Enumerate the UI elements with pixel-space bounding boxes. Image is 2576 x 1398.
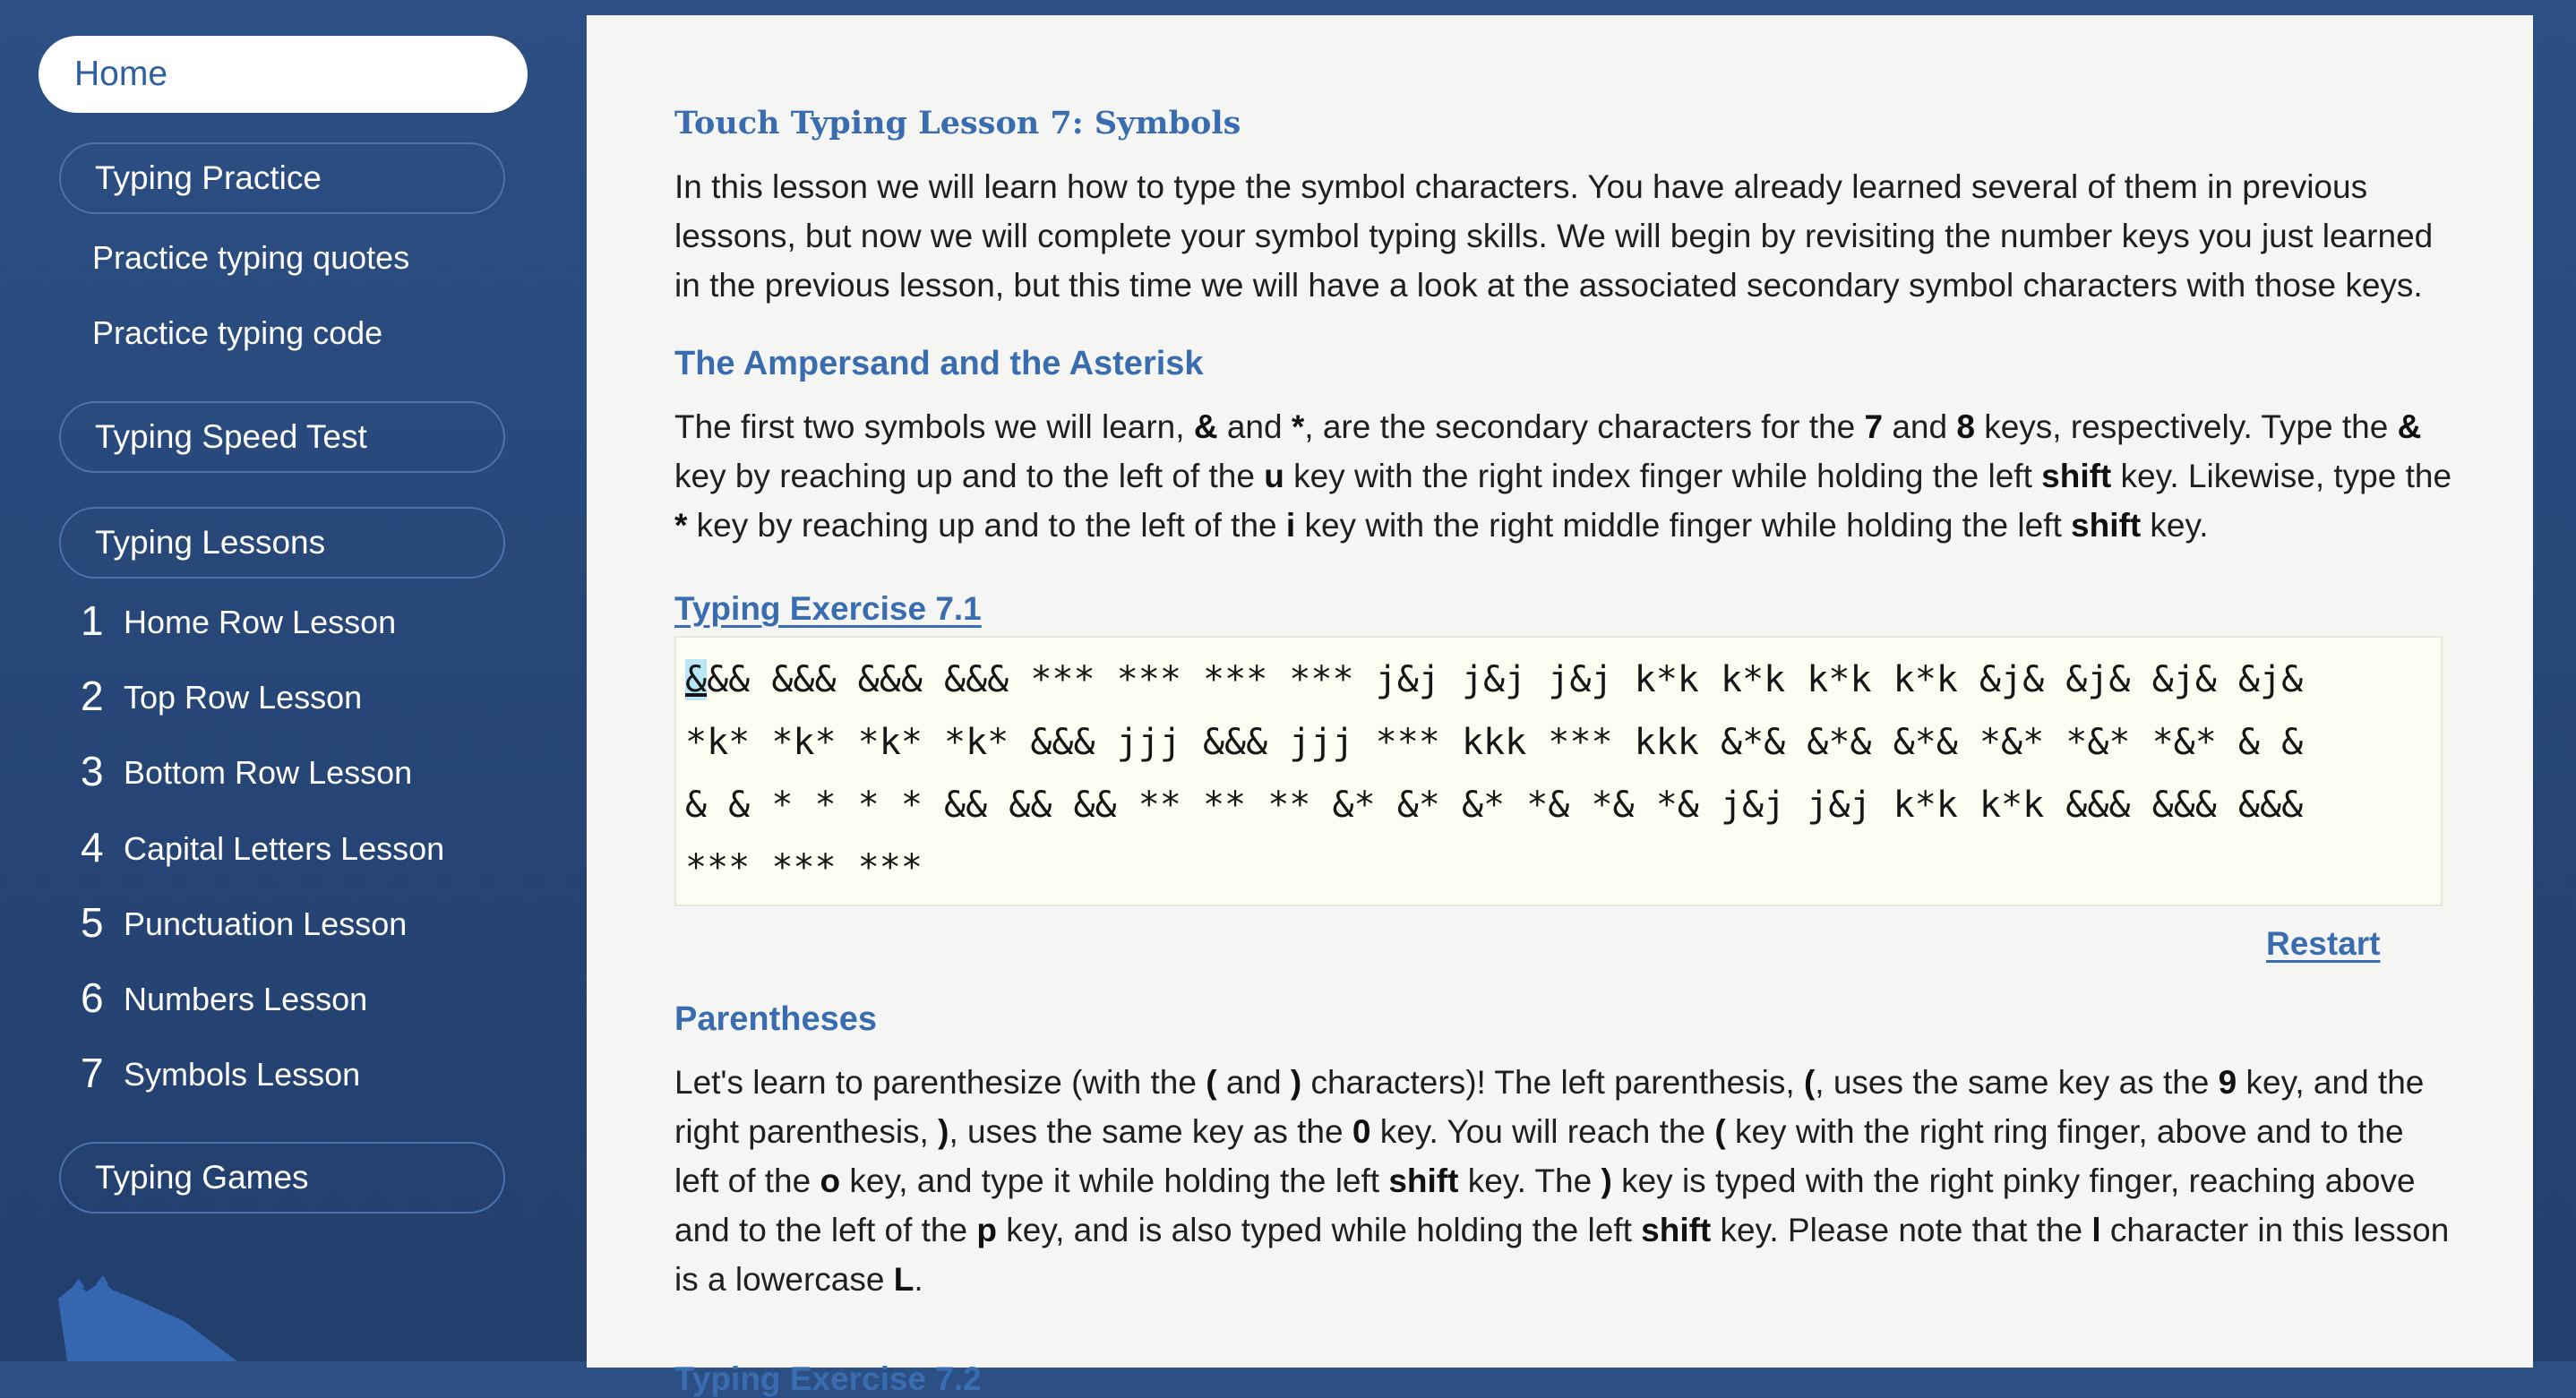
lesson-label: Home Row Lesson [124, 604, 397, 640]
practice-code-link[interactable]: Practice typing code [92, 314, 383, 351]
lesson-link-6[interactable] [81, 975, 367, 1022]
typing-cursor: & [685, 659, 708, 700]
page-title: Touch Typing Lesson 7: Symbols [674, 105, 1241, 142]
lesson-link-4[interactable] [81, 825, 444, 871]
lesson-link-7[interactable] [81, 1051, 360, 1097]
lesson-label: Symbols Lesson [124, 1056, 361, 1093]
exercise-link-7-2[interactable]: Typing Exercise 7.2 [674, 1360, 982, 1397]
exercise-link-7-1[interactable]: Typing Exercise 7.1 [674, 590, 982, 627]
lesson-label: Numbers Lesson [124, 981, 368, 1017]
lesson-number: 7 [81, 1050, 104, 1096]
typing-games-button[interactable]: Typing Games [59, 1142, 505, 1214]
sidebar [0, 0, 573, 1361]
section-heading-parentheses: Parentheses [674, 1000, 878, 1038]
lesson-number: 3 [81, 748, 104, 794]
exercise-line: *k* *k* *k* *k* &&& jjj &&& jjj *** kkk *** kkk &*& &*& &*& *&* *&* *&* & & [685, 722, 2304, 763]
exercise-line: && &&& &&& &&& *** *** *** *** j&j j&j j&j k*k k*k k*k k*k &j& &j& &j& &j& [707, 659, 2304, 700]
ampersand-paragraph: The first two symbols we will learn, & and *, are the secondary characters for the 7 and 8 keys, respectively. Type the & key by reaching up and to the left of the u key with the right index finger while holding the left shift key. Likewise, type the * key by reaching up and to the left of the i key with the right middle finger while holding the left shift key. [674, 408, 2452, 544]
mascot-icon [49, 1272, 264, 1361]
section-heading-ampersand: The Ampersand and the Asterisk [674, 345, 1204, 382]
speed-test-button[interactable]: Typing Speed Test [59, 401, 505, 473]
lesson-link-3[interactable] [81, 749, 412, 795]
lesson-number: 6 [81, 974, 104, 1021]
lesson-number: 1 [81, 597, 104, 644]
home-button[interactable]: Home [39, 36, 528, 113]
lesson-link-5[interactable] [81, 900, 407, 947]
exercise-line: & & * * * * && && && ** ** ** &* &* &* *& *& *& j&j j&j k*k k*k &&& &&& &&& [685, 785, 2304, 826]
lesson-link-2[interactable] [81, 673, 362, 720]
lesson-label: Bottom Row Lesson [124, 754, 413, 791]
typing-practice-button[interactable]: Typing Practice [59, 142, 505, 214]
intro-paragraph: In this lesson we will learn how to type the symbol characters. You have already learned several of them in previous lessons, but now we will complete your symbol typing skills. We will begin by revisiting the number keys you just learned in the previous lesson, but this time we will have a look at the associated secondary symbol characters with those keys. [674, 168, 2434, 304]
lesson-label: Capital Letters Lesson [124, 830, 445, 867]
practice-quotes-link[interactable]: Practice typing quotes [92, 239, 410, 276]
typing-lessons-button[interactable]: Typing Lessons [59, 507, 505, 579]
lesson-label: Punctuation Lesson [124, 905, 408, 942]
lesson-content [587, 15, 2533, 1397]
restart-link[interactable]: Restart [2266, 925, 2381, 962]
lesson-number: 5 [81, 899, 104, 946]
lesson-label: Top Row Lesson [124, 679, 363, 716]
lesson-number: 4 [81, 824, 104, 871]
lesson-number: 2 [81, 673, 104, 719]
parentheses-paragraph: Let's learn to parenthesize (with the ( and ) characters)! The left parenthesis, (, uses the same key as the 9 key, and the right parenthesis, ), uses the same key as the 0 key. You will reach the ( key with the right ring finger, above and to the left of the o key, and type it while holding the left shift key. The ) key is typed with the right pinky finger, reaching above and to the left of the p key, and is also typed while holding the left shift key. Please note that the l character in this lesson is a lowercase L. [674, 1064, 2450, 1298]
exercise-line: *** *** *** [685, 847, 923, 888]
lesson-link-1[interactable] [81, 598, 396, 645]
typing-exercise-area[interactable] [674, 636, 2443, 906]
